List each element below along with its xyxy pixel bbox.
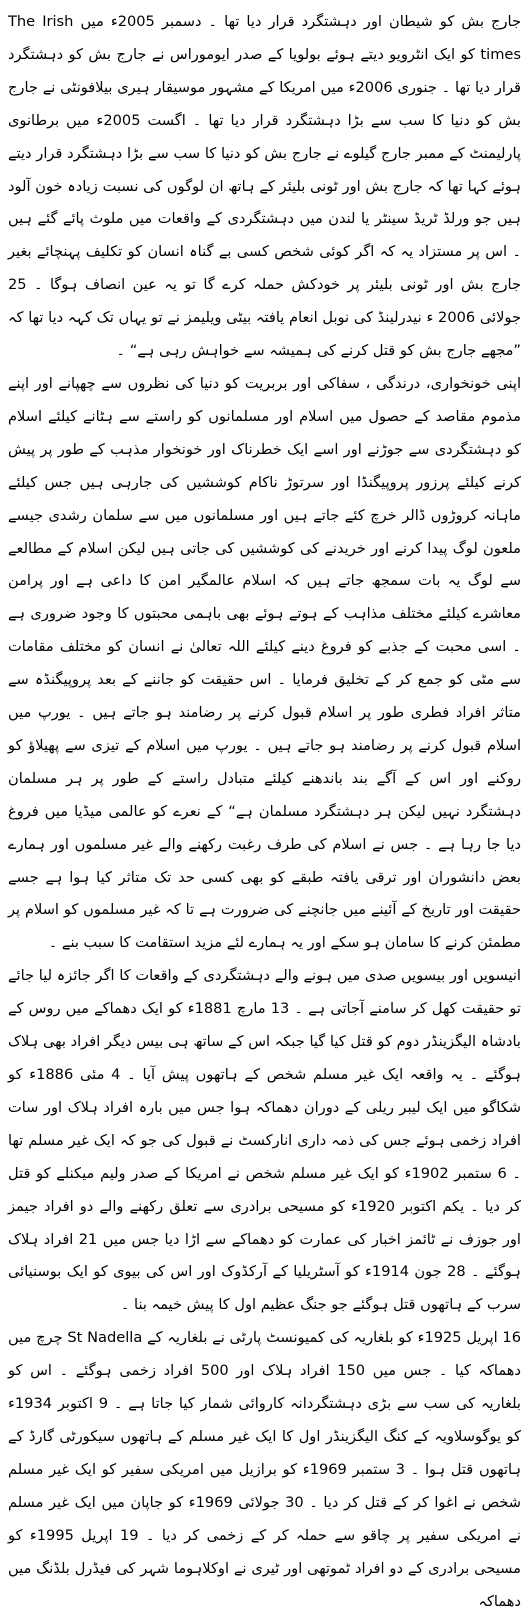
paragraph-4: 16 اپریل 1925ء کو بلغاریہ کی کمیونسٹ پارٹی نے بلغاریہ کے St Nadella چرچ میں دھماکہ کیا ۔ جس میں 150 افراد ہلاک اور 500 افراد زخمی ہوگئے ۔ اس کو بلغاریہ کی سب سے بڑی دہشتگردانہ کاروائی شمار کیا جاتا ہے ۔ 9 اکتوبر 1934ء کو یوگوسلاویہ کے کنگ الیگزینڈر اول کا ایک غیر مسلم کے ہاتھوں سیکورٹی گارڈ کے ہاتھوں قتل ہوا ۔ 3 ستمبر 1969ء کو برازیل میں امریکی سفیر کو ایک غیر مسلم شخص نے اغوا کر کے قتل کر دیا ۔ 30 جولائی 1969ء کو جاپان میں ایک غیر مسلم نے امریکی سفیر پر چاقو سے حملہ کر کے زخمی کر دیا ۔ 19 اپریل 1995ء کو مسیحی برادری کے دو افراد ٹموتھی اور ٹیری نے اوکلاہوما شہر کی فیڈرل بلڈنگ میں دھماکہ — [8, 1329, 521, 1610]
paragraph-3: انیسویں اور بیسویں صدی میں ہونے والے دہشتگردی کے واقعات کا اگر جائزہ لیا جائے تو حقیقت کھل کر سامنے آجاتی ہے ۔ 13 مارچ 1881ء کو ایک دھماکے میں روس کے بادشاہ الیگزینڈر دوم کو قتل کیا گیا جبکہ اس کے ساتھ ہی بیس دیگر افراد بھی ہلاک ہوگئے ۔ یہ واقعہ ایک غیر مسلم شخص کے ہاتھوں پیش آیا ۔ 4 مئی 1886ء کو شکاگو میں ایک لیبر ریلی کے دوران دھماکہ ہوا جس میں بارہ افراد ہلاک اور سات افراد زخمی ہوئے جس کی ذمہ داری انارکسٹ نے قبول کی جو کہ ایک غیر مسلم تھا ۔ 6 ستمبر 1902ء کو ایک غیر مسلم شخص نے امریکا کے صدر ولیم میکنلے کو قتل کر دیا ۔ یکم اکتوبر 1920ء کو مسیحی برادری سے تعلق رکھنے والے دو افراد جیمز اور جوزف نے ٹائمز اخبار کی عمارت کو دھماکے سے اڑا دیا جس میں 21 افراد ہلاک ہوگئے ۔ 28 جون 1914ء کو آسٹریلیا کے آرکڈوک اور اس کی بیوی کو ایک بوسنیائی سرب کے ہاتھوں قتل ہوگئے جو جنگ عظیم اول کا پیش خیمہ بنا ۔ — [8, 967, 521, 1314]
paragraph-1: جارج بش کو شیطان اور دہشتگرد قرار دیا تھا ۔ دسمبر 2005ء میں The Irish times کو ایک انٹرویو دیتے ہوئے بولویا کے صدر ایوموراس نے جارج بش کو دہشتگرد قرار دیا تھا ۔ جنوری 2006ء میں امریکا کے مشہور موسیقار ہیری بیلافونٹی نے جارج بش کو دنیا کا سب سے بڑا دہشتگرد قرار دیا تھا ۔ اگست 2005ء میں برطانوی پارلیمنٹ کے ممبر جارج گیلوے نے جارج بش کو دنیا کا سب سے بڑا دہشتگرد قرار دیتے ہوئے کہا تھا کہ جارج بش اور ٹونی بلیئر کے ہاتھ ان لوگوں کی نسبت زیادہ خون آلود ہیں جو ورلڈ ٹریڈ سینٹر یا لندن میں دہشتگردی کے واقعات میں ملوث پائے گئے ہیں ۔ اس پر مستزاد یہ کہ اگر کوئی شخص کسی بے گناہ انسان کو تکلیف پہنچائے بغیر جارج بش اور ٹونی بلیئر پر خودکش حملہ کرے گا تو یہ عین انصاف ہوگا ۔ 25 جولائی 2006 ء نیدرلینڈ کی نوبل انعام یافتہ بیٹی ویلیمز نے تو یہاں تک کہہ دیا تھا کہ ”مجھے جارج بش کو قتل کرنے کی ہمیشہ سے خواہش رہی ہے“ ۔ — [8, 13, 521, 360]
paragraph-2: اپنی خونخواری، درندگی ، سفاکی اور بربریت کو دنیا کی نظروں سے چھپانے اور اپنے مذموم مقاصد کے حصول میں اسلام اور مسلمانوں کو راستے سے ہٹانے کیلئے اسلام کو دہشتگردی سے جوڑنے اور اسے ایک خطرناک اور خونخوار مذہب کے طور پر پیش کرنے کیلئے پرزور پروپیگنڈا اور سرتوڑ ناکام کوششیں کی جارہی ہیں جس کیلئے ماہانہ کروڑوں ڈالر خرچ کئے جاتے ہیں اور مسلمانوں میں سے سلمان رشدی جیسے ملعون لوگ پیدا کرنے اور خریدنے کی کوششیں کی جاتی ہیں لیکن اسلام کے مطالعے سے لوگ یہ بات سمجھ جاتے ہیں کہ اسلام عالمگیر امن کا داعی ہے اور پرامن معاشرے کیلئے مختلف مذاہب کے ہوتے ہوئے بھی باہمی محبتوں کا وجود ضروری ہے ۔ اسی محبت کے جذبے کو فروغ دینے کیلئے اللہ تعالیٰ نے انسان کو مختلف مقامات سے مٹی کو جمع کر کے تخلیق فرمایا ۔ اس حقیقت کو جاننے کے بعد پروپیگنڈہ سے متاثر افراد فطری طور پر اسلام قبول کرنے پر رضامند ہو جاتے ہیں ۔ یورپ میں اسلام قبول کرنے پر رضامند ہو جاتے ہیں ۔ یورپ میں اسلام کے تیزی سے پھیلاؤ کو روکنے اور اس کے آگے بند باندھنے کیلئے متبادل راستے کے طور پر ہر مسلمان دہشتگرد نہیں لیکن ہر دہشتگرد مسلمان ہے“ کے نعرے کو عالمی میڈیا میں فروغ دیا جا رہا ہے ۔ جس نے اسلام کی طرف رغبت رکھنے والے غیر مسلموں اور ہمارے بعض دانشوران اور ترقی یافتہ طبقے کو بھی کسی حد تک متاثر کیا ہوا ہے جسے حقیقت اور تاریخ کے آئینے میں جانچنے کی ضرورت ہے تا کہ غیر مسلموں کو اسلام پر مطمئن کرنے کا سامان ہو سکے اور یہ ہمارے لئے مزید استقامت کا سبب بنے ۔ — [8, 374, 521, 952]
